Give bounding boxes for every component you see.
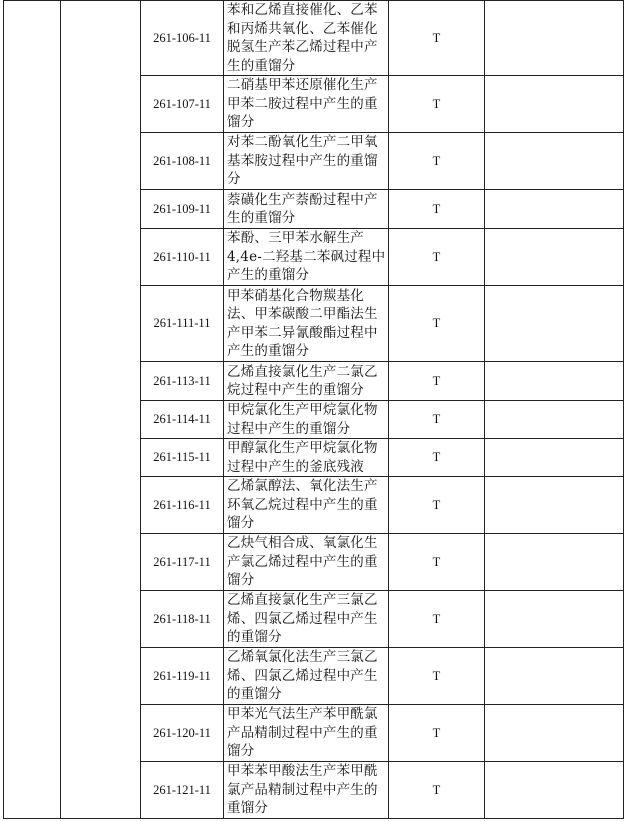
note-cell <box>485 133 624 190</box>
industry-cell <box>61 1 141 819</box>
waste-description: 甲苯苯甲酸法生产苯甲酰氯产品精制过程中产生的重馏分 <box>224 762 389 819</box>
waste-code: 261-111-11 <box>141 286 224 362</box>
hazard-characteristic: T <box>389 534 485 591</box>
note-cell <box>485 1 624 76</box>
note-cell <box>485 477 624 534</box>
waste-description: 对苯二酚氧化生产二甲氧基苯胺过程中产生的重馏分 <box>224 133 389 190</box>
waste-code: 261-110-11 <box>141 229 224 286</box>
waste-code: 261-107-11 <box>141 76 224 133</box>
hazard-characteristic: T <box>389 76 485 133</box>
note-cell <box>485 229 624 286</box>
waste-code: 261-118-11 <box>141 591 224 648</box>
note-cell <box>485 534 624 591</box>
waste-description: 苯酚、三甲苯水解生产4,4e-二羟基二苯砜过程中产生的重馏分 <box>224 229 389 286</box>
hazard-characteristic: T <box>389 762 485 819</box>
note-cell <box>485 705 624 762</box>
waste-code: 261-119-11 <box>141 648 224 705</box>
waste-description: 甲苯光气法生产苯甲酰氯产品精制过程中产生的重馏分 <box>224 705 389 762</box>
waste-code: 261-117-11 <box>141 534 224 591</box>
waste-description: 乙烯直接氯化生产三氯乙烯、四氯乙烯过程中产生的重馏分 <box>224 591 389 648</box>
hazard-characteristic: T <box>389 591 485 648</box>
waste-code: 261-120-11 <box>141 705 224 762</box>
note-cell <box>485 190 624 229</box>
waste-description: 甲烷氯化生产甲烷氯化物过程中产生的重馏分 <box>224 401 389 439</box>
category-cell <box>4 1 61 819</box>
waste-description: 甲苯硝基化合物羰基化法、甲苯碳酸二甲酯法生产甲苯二异氰酸酯过程中产生的重馏分 <box>224 286 389 362</box>
waste-code: 261-121-11 <box>141 762 224 819</box>
waste-code: 261-113-11 <box>141 362 224 401</box>
waste-code: 261-106-11 <box>141 1 224 76</box>
waste-code: 261-109-11 <box>141 190 224 229</box>
waste-description: 苯和乙烯直接催化、乙苯和丙烯共氧化、乙苯催化脱氢生产苯乙烯过程中产生的重馏分 <box>224 1 389 76</box>
waste-description: 乙烯氯醇法、氧化法生产环氧乙烷过程中产生的重馏分 <box>224 477 389 534</box>
note-cell <box>485 401 624 439</box>
note-cell <box>485 286 624 362</box>
note-cell <box>485 762 624 819</box>
hazard-characteristic: T <box>389 648 485 705</box>
waste-description: 乙炔气相合成、氧氯化生产氯乙烯过程中产生的重馏分 <box>224 534 389 591</box>
hazard-characteristic: T <box>389 229 485 286</box>
hazard-characteristic: T <box>389 190 485 229</box>
note-cell <box>485 439 624 477</box>
waste-list-table <box>3 0 624 819</box>
waste-description: 萘磺化生产萘酚过程中产生的重馏分 <box>224 190 389 229</box>
waste-code: 261-108-11 <box>141 133 224 190</box>
waste-description: 甲醇氯化生产甲烷氯化物过程中产生的釜底残液 <box>224 439 389 477</box>
hazard-characteristic: T <box>389 439 485 477</box>
table-row <box>4 1 624 76</box>
note-cell <box>485 362 624 401</box>
hazard-characteristic: T <box>389 1 485 76</box>
waste-code: 261-114-11 <box>141 401 224 439</box>
hazard-characteristic: T <box>389 286 485 362</box>
hazard-characteristic: T <box>389 401 485 439</box>
note-cell <box>485 648 624 705</box>
hazard-characteristic: T <box>389 477 485 534</box>
hazard-characteristic: T <box>389 705 485 762</box>
hazard-characteristic: T <box>389 133 485 190</box>
waste-code: 261-115-11 <box>141 439 224 477</box>
waste-code: 261-116-11 <box>141 477 224 534</box>
waste-description: 乙烯直接氯化生产二氯乙烷过程中产生的重馏分 <box>224 362 389 401</box>
note-cell <box>485 76 624 133</box>
hazard-characteristic: T <box>389 362 485 401</box>
waste-description: 乙烯氧氯化法生产三氯乙烯、四氯乙烯过程中产生的重馏分 <box>224 648 389 705</box>
note-cell <box>485 591 624 648</box>
waste-description: 二硝基甲苯还原催化生产甲苯二胺过程中产生的重馏分 <box>224 76 389 133</box>
